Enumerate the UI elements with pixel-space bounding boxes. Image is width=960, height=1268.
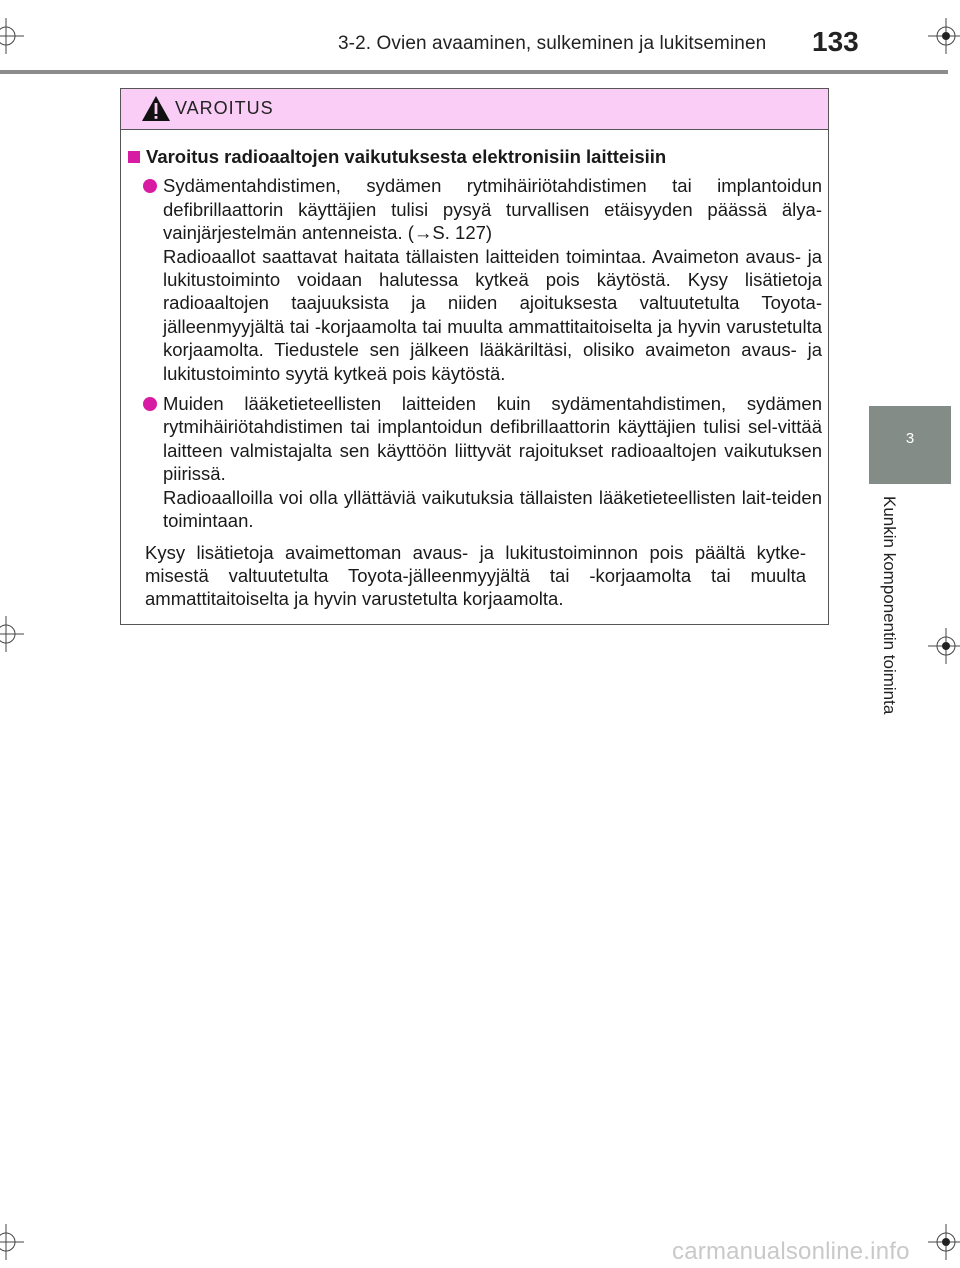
crop-mark-top-left — [0, 18, 24, 54]
square-bullet-icon — [128, 151, 140, 163]
list-item — [127, 392, 822, 532]
crop-mark-bottom-right — [928, 1224, 960, 1260]
crop-mark-bottom-left — [0, 1224, 24, 1260]
dot-bullet-icon — [143, 179, 157, 193]
crop-mark-icon — [0, 1224, 24, 1260]
crop-mark-icon — [0, 18, 24, 54]
crop-mark-mid-left — [0, 616, 24, 652]
page-number: 133 — [812, 26, 859, 57]
crop-mark-icon — [928, 628, 960, 664]
closing-paragraph: Kysy lisätietoja avaimettoman avaus- ja lukitustoiminnon pois päältä kytke-misestä valtuutetulta Toyota-jälleenmyyjältä tai -korjaamolta tai muulta ammattitaitoiselta ja hyvin varustetulta korjaamolta. — [145, 541, 806, 610]
warning-box — [120, 88, 829, 625]
warning-triangle-icon — [141, 95, 171, 122]
crop-mark-mid-right — [928, 628, 960, 664]
warning-subheading — [127, 145, 822, 168]
warning-header — [121, 89, 828, 130]
list-item-paragraph: Radioaallot saattavat haitata tällaisten laitteiden toimintaa. Avaimeton avaus- ja lukitustoiminto voidaan halutessa kytkeä pois käytöstä. Kysy lisätietoja radioaaltojen taajuuksista ja niiden ajoituksesta valtuutetulta Toyota-jälleenmyyjältä tai -korjaamolta tai muulta ammattitaitoiselta ja hyvin varustetulta korjaamolta. Tiedustele sen jälkeen lääkäriltäsi, olisiko avaimeton avaus- ja lukitustoiminto syytä kytkeä pois käytöstä. — [163, 245, 822, 384]
chapter-title: Kunkin komponentin toiminta — [880, 496, 899, 715]
header-divider — [0, 70, 948, 74]
watermark: carmanualsonline.info — [672, 1238, 910, 1265]
chapter-tab — [869, 406, 951, 484]
dot-bullet-icon — [143, 397, 157, 411]
warning-content — [121, 130, 828, 611]
crop-mark-top-right — [928, 18, 960, 54]
crop-mark-icon — [928, 18, 960, 54]
warning-subheading-text: Varoitus radioaaltojen vaikutuksesta elektronisiin laitteisiin — [146, 146, 667, 167]
list-item-paragraph: Muiden lääketieteellisten laitteiden kuin sydämentahdistimen, sydämen rytmihäiriötahdistimen tai implantoidun defibrillaattorin käyttäjien tulisi sel-vittää laitteen valmistajalta sen käyttöön liittyvät rajoitukset radioaaltojen vaikutuksen piirissä. — [163, 393, 822, 485]
section-title: 3-2. Ovien avaaminen, sulkeminen ja lukitseminen — [338, 33, 767, 54]
warning-closing — [127, 541, 822, 611]
list-item — [127, 174, 822, 385]
list-item-paragraph: Radioaalloilla voi olla yllättäviä vaikutuksia tällaisten lääketieteellisten lait-teiden toimintaan. — [163, 486, 822, 532]
crop-mark-icon — [928, 1224, 960, 1260]
list-item-paragraph: Sydämentahdistimen, sydämen rytmihäiriötahdistimen tai implantoidun defibrillaattorin käyttäjien tulisi pysyä turvallisen etäisyyden päässä älya-vainjärjestelmän antenneista. (→S. 127) — [163, 175, 822, 244]
crop-mark-icon — [0, 616, 24, 652]
chapter-title-vertical — [877, 496, 899, 740]
chapter-number: 3 — [905, 430, 915, 447]
warning-label: VAROITUS — [175, 98, 274, 118]
